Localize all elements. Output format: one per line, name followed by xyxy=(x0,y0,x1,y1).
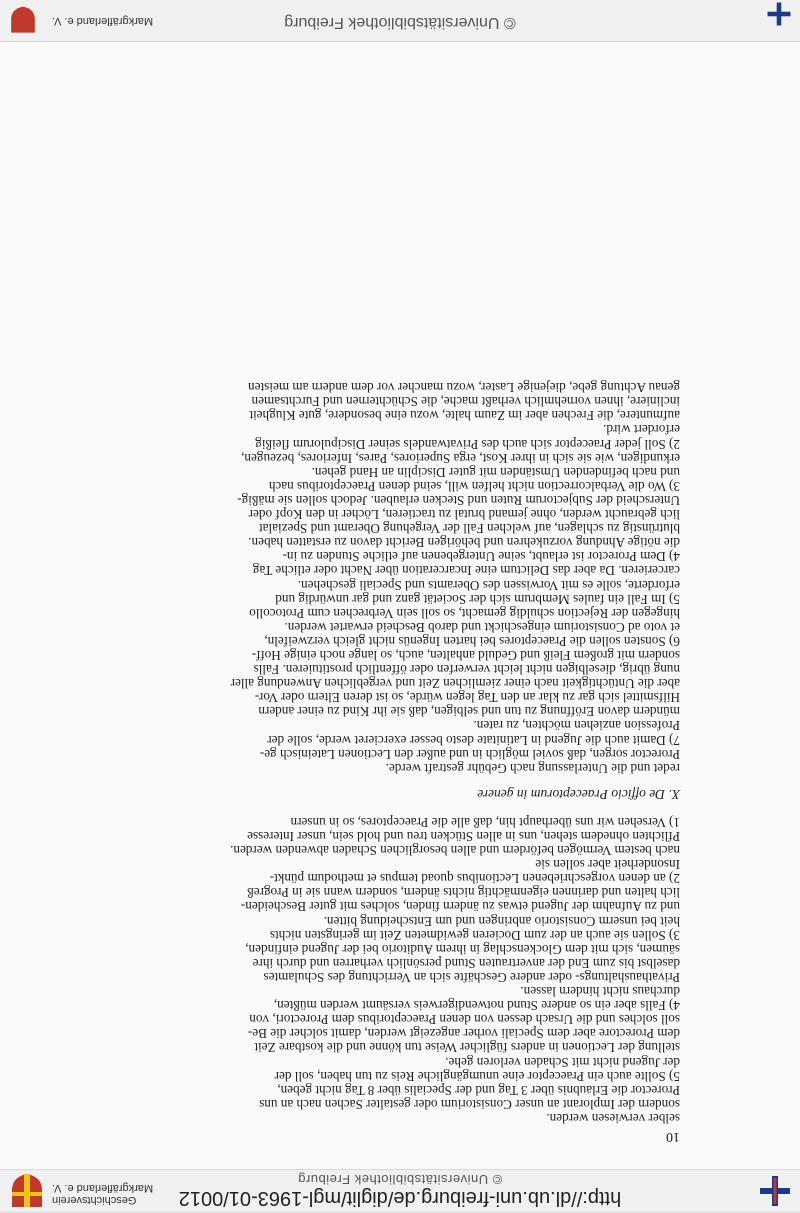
text-line: heit bei unserm Consistorio anbringen und um Entscheidung bitten. xyxy=(323,913,680,929)
text-line: 4) Dem Prorector ist erlaubt, seine Untergebenen auf etliche Stunden zu in- xyxy=(282,549,680,565)
text-line: und nach befindenden Umständen mit guter Disciplin an Hand gehen. xyxy=(311,464,680,480)
society-name-header: Markgräflerland e. V. xyxy=(52,15,154,27)
text-line: sondern mit großem Fleiß und Geduld anhalten, auch, so lange noch einige Hoff- xyxy=(251,648,680,663)
text-line: soll solches und die Ursach dessen von denen Praeceptoribus dem Prorectori, von xyxy=(249,1012,680,1028)
text-line: mündern davon Eröffnung zu tun und selbigen, daß sie ihr Kind zu einer andern xyxy=(258,704,680,720)
text-line: 2) Soll jeder Praeceptor sich auch des Privatwandels seiner Discipulorum fleißig xyxy=(255,436,680,452)
text-line: der Jugend nicht mit Schaden verloren gehe. xyxy=(445,1054,680,1070)
viewer-header-bar xyxy=(0,0,800,42)
text-line: die nötige Ahndung vorzukehren und behörigen Bericht davon zu erstatten haben. xyxy=(248,535,680,551)
text-line: genau Achtung gebe, diejenige Laster, wozu mancher vor dem andern am meisten xyxy=(248,380,680,396)
text-line: stellung der Lectionen in anders füglicher Weise tun könne und die kostbare Zeit xyxy=(254,1040,680,1056)
text-line: 5) Sollte auch ein Praeceptor eine unumgängliche Reis zu tun haben, soll der xyxy=(274,1068,680,1084)
text-line: erforderte, solle es mit Vorwissen des Oberamts und Speciali geschehen. xyxy=(297,577,680,593)
viewer-footer-bar xyxy=(0,1169,800,1213)
text-line: und zu Aufnahm der Jugend etwas zu ändern finden, solches mit guter Bescheiden- xyxy=(240,899,680,915)
source-url[interactable]: http://dl.ub.uni-freiburg.de/diglit/mgl-1963-01/0012 xyxy=(178,1187,622,1209)
text-line: durchaus nicht hindern lassen. xyxy=(520,984,680,1000)
text-line: Privathaushaltungs- oder andere Geschäfte sich an Verrichtung des Schulamtes xyxy=(263,969,680,985)
text-line: erkundigen, wie sie sich in ihrer Kost, erga Superiores, Pares, Inferiores, bezeugen, xyxy=(241,450,680,466)
paragraph-block-duties xyxy=(110,815,680,1125)
text-line: blutrünstig zu schlagen, auf welchen Fall der Vergehung Oberamt und Spezialat xyxy=(258,521,680,537)
text-line: daselbst bis zum End der anvertrauten Stund persönlich verharren und durch ihre xyxy=(252,955,680,971)
text-line: sondern der Implorant an unser Consistorium oder gestalter Sachen nach an uns xyxy=(259,1096,680,1112)
society-crest-icon xyxy=(8,1172,46,1210)
text-line: Insonderheit aber sollen sie xyxy=(535,857,680,873)
text-line: aufmuntere, die Frechen aber im Zaum halte, wozu eine besondere, gute Klugheit xyxy=(249,408,680,424)
text-line: 3) Wo die Verbalcorrection nicht helfen will, seind denen Praeceptoribus nach xyxy=(268,478,680,494)
university-seal-icon xyxy=(758,1174,792,1208)
page-number: 10 xyxy=(666,1129,680,1144)
society-line-1: Markgräflerland e. V. xyxy=(52,1182,154,1194)
text-line: et voto ad Consistorium eingeschickt und darob Bescheid erwartet werden. xyxy=(284,619,680,635)
society-name xyxy=(52,1182,153,1206)
text-line: 1) Versehen wir uns überhaupt hin, daß alle die Praeceptores, so in unsern xyxy=(290,814,680,830)
university-seal-header-icon xyxy=(766,1,792,27)
text-line: Profession anziehen möchten, zu raten. xyxy=(473,718,680,734)
text-line: lich gebraucht werden, ohne jemand brutal zu tractieren, Löcher in den Kopf oder xyxy=(248,507,680,523)
text-line: dem Prorectore aber dem Speciali vorher angezeigt werden, damit solcher die Be- xyxy=(247,1026,680,1042)
society-line-2: Geschichtsverein xyxy=(52,1194,137,1206)
text-line: hingegen der Rejection schuldig gemacht, so soll sein Verbrechen cum Protocollo xyxy=(249,605,680,621)
text-line: 6) Sonsten sollen die Praeceptores bei harten Ingenüs nicht gleich verzweifeln, xyxy=(264,633,680,649)
text-line: 5) Im Fall ein faules Membrum sich der Societät ganz und gar unwürdig und xyxy=(275,591,680,607)
society-crest-header-icon xyxy=(8,5,38,35)
paragraph-block-discipline xyxy=(110,380,680,775)
text-line: Prorector sorgen, daß soviel möglich in und außer den Lectionen Lateinisch ge- xyxy=(259,746,680,762)
text-line: 2) an denen vorgeschriebenen Lectionibus quoad tempus et methodum pünkt- xyxy=(269,871,680,887)
text-line: Hilfsmittel sich gar zu klar an den Tag legen würde, so ist deren Eltern oder Vor- xyxy=(254,690,680,706)
text-line: aber die Untüchtigkeit nach einer ziemlichen Zeit und vergeblichen Anwendung aller xyxy=(230,676,680,692)
text-line: Pflichten ohnedem stehen, uns in allen Stücken treu und hold sein, unser Interesse xyxy=(247,829,680,845)
text-line: incliniere, ihnen vornehmlich verhaßt mache, die Schüchternen und Furchtsamen xyxy=(251,394,680,410)
text-line: selber verwiesen werden. xyxy=(546,1110,680,1126)
text-line: carcerieren. Da aber das Delictum eine Incarceration über Nacht oder etliche Tag xyxy=(252,563,680,579)
text-line: redet und die Unterlassung nach Gebühr gestraft werde. xyxy=(385,760,680,776)
page-body xyxy=(110,380,680,1143)
library-credit: © Universitätsbibliothek Freiburg xyxy=(297,1172,503,1187)
text-line: lich halten und darinnen eigenmächtig nichts ändern, sondern wann sie in Progreß xyxy=(247,885,680,901)
text-line: Unterscheid der Subjectorum Ruten und Stecken erlauben. Jedoch sollen sie mäßig- xyxy=(237,492,680,508)
text-line: 4) Falls aber ein so andere Stund notwendigerweis versäumt werden müßten, xyxy=(273,998,680,1014)
library-credit-header: © Universitätsbibliothek Freiburg xyxy=(284,14,516,31)
text-line: nung übrig, dieselbigen nicht leicht verwerfen oder öffentlich prostituieren. Falls xyxy=(253,662,680,678)
text-line: nach bestem Vermögen befördern und allen besorglichen Schaden abwenden werden. xyxy=(230,843,680,859)
section-heading: X. De officio Praeceptorum in genere xyxy=(477,786,680,802)
text-line: 7) Damit auch die Jugend in Latinitate desto besser exercieret werde, solle der xyxy=(267,732,680,748)
text-line: erfordert wird. xyxy=(603,422,680,438)
text-line: Prorector die Erlaubnis über 3 Tag und der Specialis über 8 Tag nicht geben, xyxy=(277,1082,680,1098)
text-line: 3) Sollen sie auch an der zum Docieren gewidmeten Zeit im geringsten nichts xyxy=(269,927,680,943)
text-line: säumen, sich mit dem Glockenschlag in ihrem Auditorio bei der Jugend einfinden, xyxy=(245,941,680,957)
